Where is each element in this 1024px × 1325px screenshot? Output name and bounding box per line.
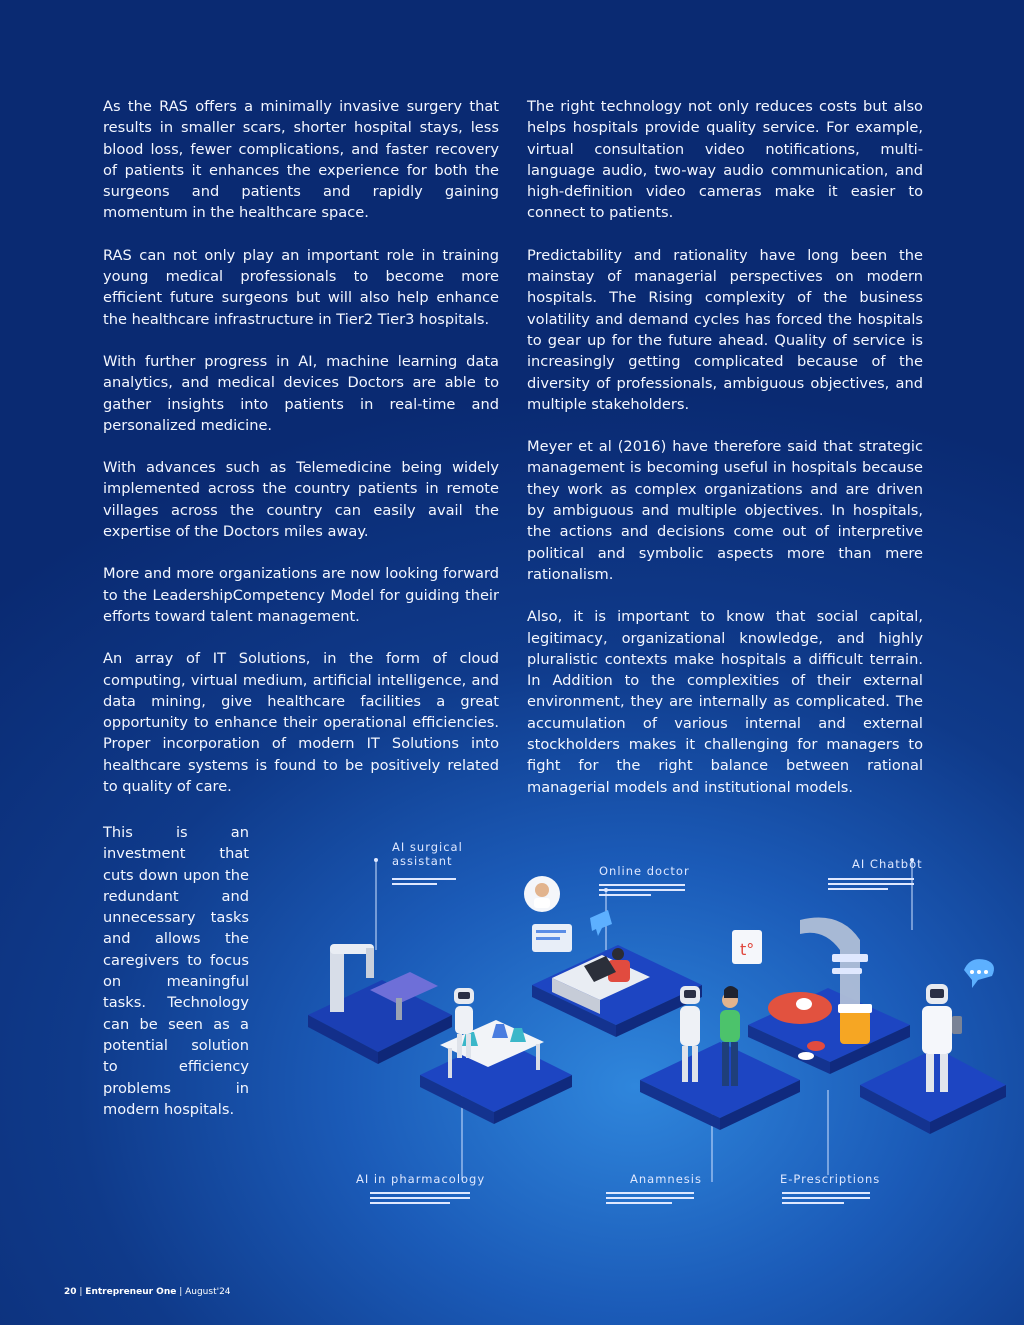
svg-text:t°: t°	[740, 940, 755, 959]
paragraph: Meyer et al (2016) have therefore said that strategic management is becoming useful in hospitals because they work as complex organizations and are driven by ambiguous and multiple objectives. In hospitals, the actions and decisions come out of interpretive political and symbolic aspects more than mere rationalism.	[527, 438, 923, 583]
label-ai-surgical-assistant	[392, 840, 463, 868]
issue-date: August'24	[185, 1287, 231, 1297]
paragraph: As the RAS offers a minimally invasive surgery that results in smaller scars, shorter hospital stays, less blood loss, fewer complications, and faster recovery of patients it enhances the experience for both the surgeons and patients and rapidly gaining momentum in the healthcare space.	[103, 98, 499, 222]
healthcare-ai-illustration	[300, 820, 1020, 1220]
footer-separator: |	[176, 1287, 186, 1297]
paragraph: More and more organizations are now looking forward to the LeadershipCompetency Model for guiding their efforts toward talent management.	[103, 565, 499, 625]
page-footer	[64, 1287, 231, 1297]
label-anamnesis: Anamnesis	[630, 1172, 702, 1186]
footer-separator: |	[76, 1287, 86, 1297]
label-underline	[599, 884, 685, 899]
left-column	[103, 96, 499, 818]
label-underline	[392, 878, 456, 888]
label-online-doctor: Online doctor	[599, 864, 690, 878]
label-underline	[782, 1192, 870, 1207]
paragraph: With advances such as Telemedicine being widely implemented across the country patients in remote villages across the country can easily avail the expertise of the Doctors miles away.	[103, 459, 499, 541]
label-underline	[828, 878, 914, 893]
label-underline	[606, 1192, 694, 1207]
side-text: This is an investment that cuts down upon the redundant and unnecessary tasks and allows the caregivers to focus on meaningful tasks. Technology can be seen as a potential solution to efficiency problems in modern hospitals.	[103, 824, 249, 1118]
paragraph: An array of IT Solutions, in the form of cloud computing, virtual medium, artificial intelligence, and data mining, give healthcare facilities a great opportunity to enhance their operational efficiencies. Proper incorporation of modern IT Solutions into healthcare systems is found to be positively related to quality of care.	[103, 650, 499, 796]
paragraph: The right technology not only reduces costs but also helps hospitals provide quality service. For example, virtual consultation video notifications, multi-language audio, two-way audio communication, and high-definition video cameras make it easier to connect to patients.	[527, 98, 923, 222]
paragraph: Predictability and rationality have long been the mainstay of managerial perspectives on modern hospitals. The Rising complexity of the business volatility and demand cycles has forced the hospitals to gear up for the future ahead. Quality of service is increasingly getting complicated because of the diversity of professionals, ambiguous objectives, and multiple stakeholders.	[527, 246, 923, 413]
label-line: AI surgical	[392, 840, 463, 854]
label-underline	[370, 1192, 470, 1207]
page-number: 20	[64, 1287, 77, 1297]
label-ai-in-pharmacology: AI in pharmacology	[356, 1172, 486, 1186]
label-ai-chatbot: AI Chatbot	[852, 857, 923, 871]
paragraph: Also, it is important to know that social capital, legitimacy, organizational knowledge, and highly pluralistic contexts make hospitals a difficult terrain. In Addition to the complexities of their external environment, they are internally as complicated. The accumulation of various internal and external stockholders makes it challenging for managers to fight for the right balance between rational managerial models and institutional models.	[527, 608, 923, 796]
paragraph: RAS can not only play an important role in training young medical professionals to become more efficient future surgeons but will also help enhance the healthcare infrastructure in Tier2 Tier3 hospitals.	[103, 246, 499, 328]
right-column	[527, 96, 923, 819]
platform-anamnesis	[640, 1042, 800, 1130]
label-line: assistant	[392, 854, 453, 868]
publication-name: Entrepreneur One	[85, 1287, 177, 1297]
label-e-prescriptions: E-Prescriptions	[780, 1172, 881, 1186]
paragraph: With further progress in AI, machine learning data analytics, and medical devices Doctors are able to gather insights into patients in real-time and personalized medicine.	[103, 352, 499, 434]
